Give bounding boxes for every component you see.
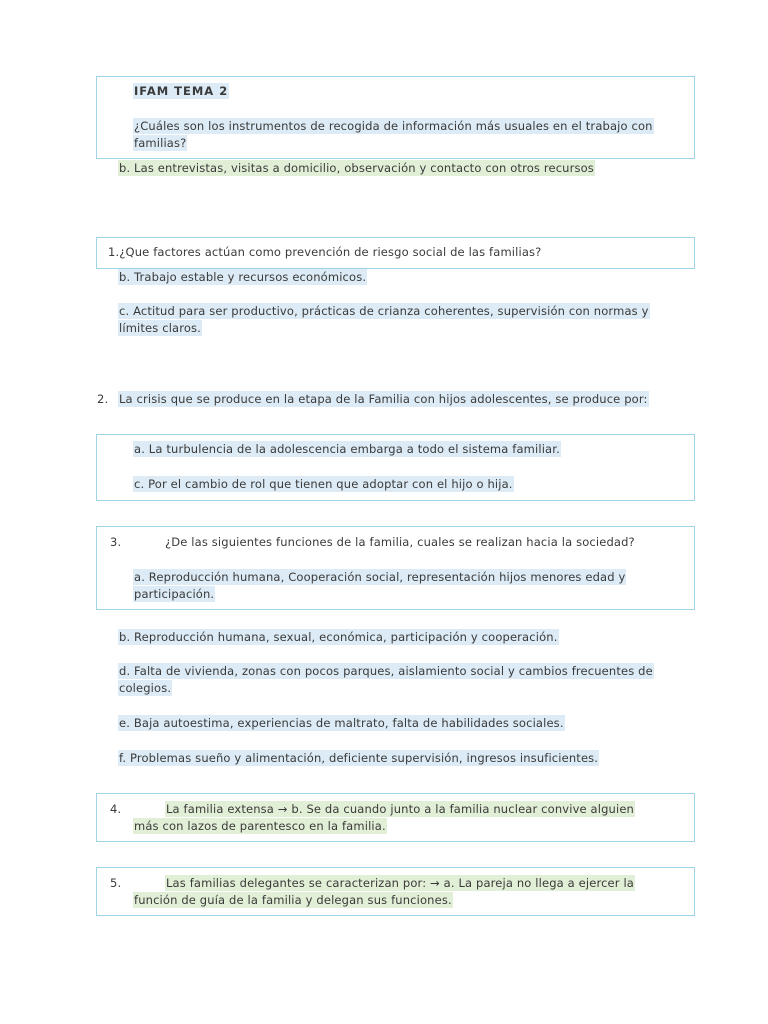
answer-0: b. Las entrevistas, visitas a domicilio, observación y contacto con otros recursos [119, 161, 594, 175]
question-0-line2: familias? [134, 136, 187, 150]
answer-3-f: f. Problemas sueño y alimentación, deficiente supervisión, ingresos insuficientes. [119, 751, 599, 765]
answer-1-c-line1: c. Actitud para ser productivo, prácticas de crianza coherentes, supervisión con normas y [119, 304, 649, 318]
question-5-number: 5. [110, 876, 122, 890]
answer-3-d-line2: colegios. [119, 681, 172, 695]
answer-3-a-line2: participación. [134, 587, 215, 601]
question-4-line1: La familia extensa → b. Se da cuando junto a la familia nuclear convive alguien [166, 802, 634, 816]
answer-3-e: e. Baja autoestima, experiencias de maltrato, falta de habilidades sociales. [119, 716, 564, 730]
answer-3-d-line1: d. Falta de vivienda, zonas con pocos parques, aislamiento social y cambios frecuentes de [119, 664, 653, 678]
answer-1-b: b. Trabajo estable y recursos económicos. [119, 270, 367, 284]
question-4-line2: más con lazos de parentesco en la familia. [134, 819, 386, 833]
answer-3-a-line1: a. Reproducción humana, Cooperación social, representación hijos menores edad y [134, 570, 626, 584]
question-1: 1.¿Que factores actúan como prevención de riesgo social de las familias? [108, 245, 542, 259]
answer-2-c: c. Por el cambio de rol que tienen que adoptar con el hijo o hija. [134, 477, 513, 491]
question-3-number: 3. [110, 535, 122, 549]
answer-1-c-line2: límites claros. [119, 321, 201, 335]
answer-2-a: a. La turbulencia de la adolescencia embarga a todo el sistema familiar. [134, 442, 560, 456]
question-2: La crisis que se produce en la etapa de la Familia con hijos adolescentes, se produce por: [119, 392, 648, 406]
question-2-number: 2. [97, 392, 109, 406]
question-0-line1: ¿Cuáles son los instrumentos de recogida de información más usuales en el trabajo con [134, 119, 653, 133]
question-4-number: 4. [110, 802, 122, 816]
document-title: IFAM TEMA 2 [134, 84, 229, 98]
answer-3-b: b. Reproducción humana, sexual, económica, participación y cooperación. [119, 630, 558, 644]
question-5-line1: Las familias delegantes se caracterizan por: → a. La pareja no llega a ejercer la [166, 876, 635, 890]
question-5-line2: función de guía de la familia y delegan sus funciones. [134, 893, 452, 907]
question-3: ¿De las siguientes funciones de la familia, cuales se realizan hacia la sociedad? [165, 535, 635, 549]
